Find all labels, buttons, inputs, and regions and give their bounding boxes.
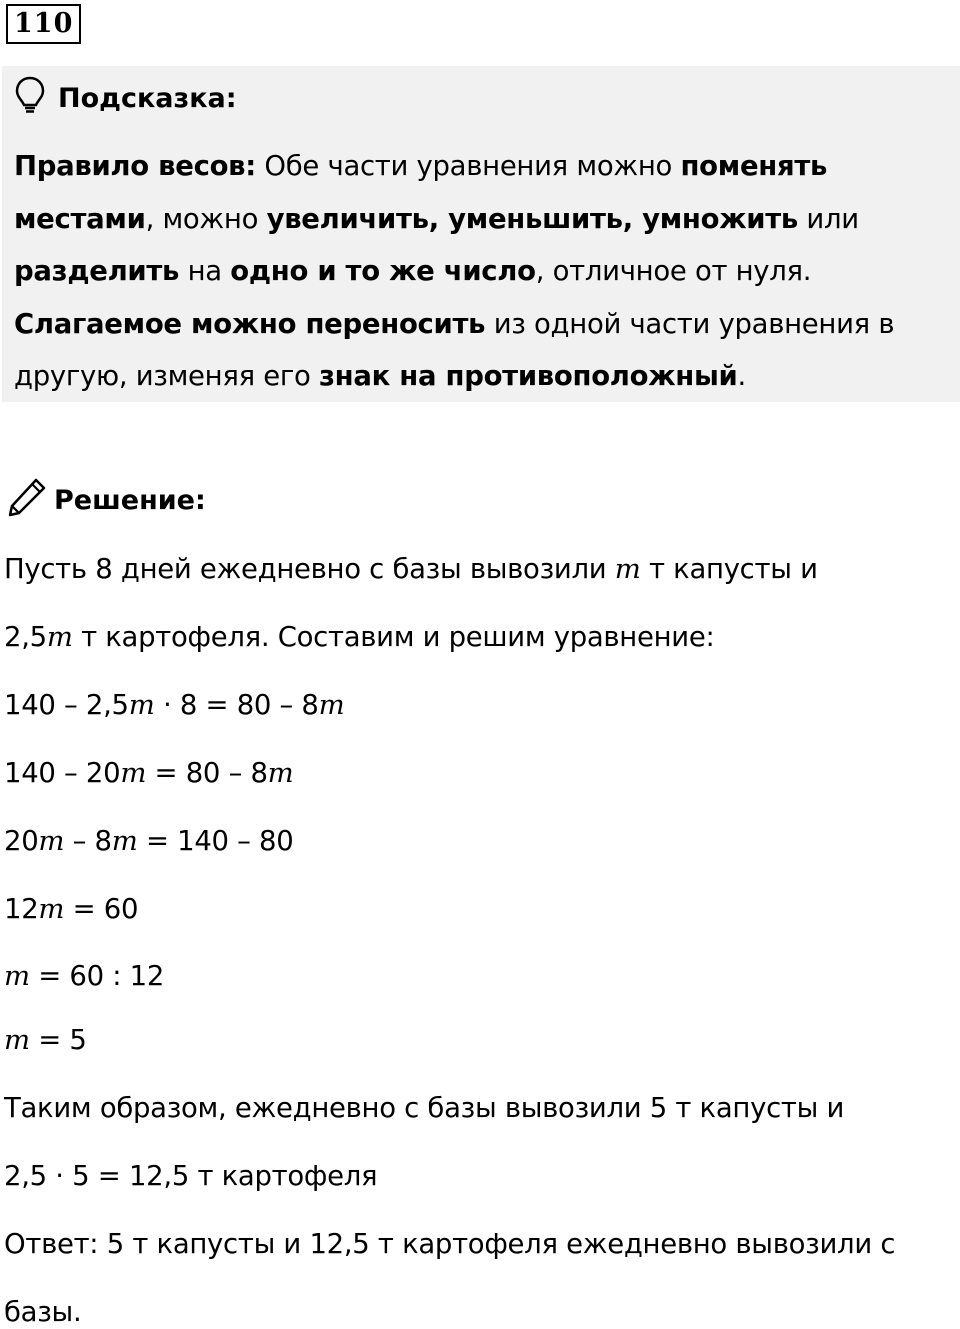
- solution-header: [6, 478, 206, 522]
- solution-intro-line-2: 2,5m т картофеля. Составим и решим уравнение:: [4, 621, 715, 653]
- equation-2: 140 – 20m = 80 – 8m: [4, 757, 294, 789]
- hint-paragraph-weights-rule: Правило весов: Обе части уравнения можно поменять местами, можно увеличить, уменьшить, умножить или разделить на одно и то же число, отличное от нуля.: [14, 150, 859, 287]
- task-number: 110: [6, 4, 81, 44]
- solution-intro-line-1: Пусть 8 дней ежедневно с базы вывозили m т капусты и: [4, 553, 818, 585]
- equation-1: 140 – 2,5m · 8 = 80 – 8m: [4, 689, 345, 721]
- answer-line-1: Ответ: 5 т капусты и 12,5 т картофеля ежедневно вывозили с: [4, 1228, 896, 1260]
- pencil-icon: [6, 476, 48, 525]
- hint-title: Подсказка:: [58, 82, 237, 114]
- hint-text: [14, 140, 956, 403]
- hint-header: [14, 78, 237, 118]
- hint-paragraph-transfer-rule: Слагаемое можно переносить из одной части уравнения в другую, изменяя его знак на противоположный.: [14, 307, 895, 392]
- equation-6: m = 5: [4, 1024, 87, 1056]
- equation-3: 20m – 8m = 140 – 80: [4, 825, 294, 857]
- conclusion-line-1: Таким образом, ежедневно с базы вывозили 5 т капусты и: [4, 1092, 845, 1124]
- conclusion-line-2: 2,5 · 5 = 12,5 т картофеля: [4, 1160, 378, 1192]
- solution-title: Решение:: [54, 484, 206, 516]
- answer-line-2: базы.: [4, 1296, 82, 1328]
- equation-5: m = 60 : 12: [4, 960, 165, 992]
- equation-4: 12m = 60: [4, 893, 139, 925]
- lightbulb-icon: [14, 75, 46, 122]
